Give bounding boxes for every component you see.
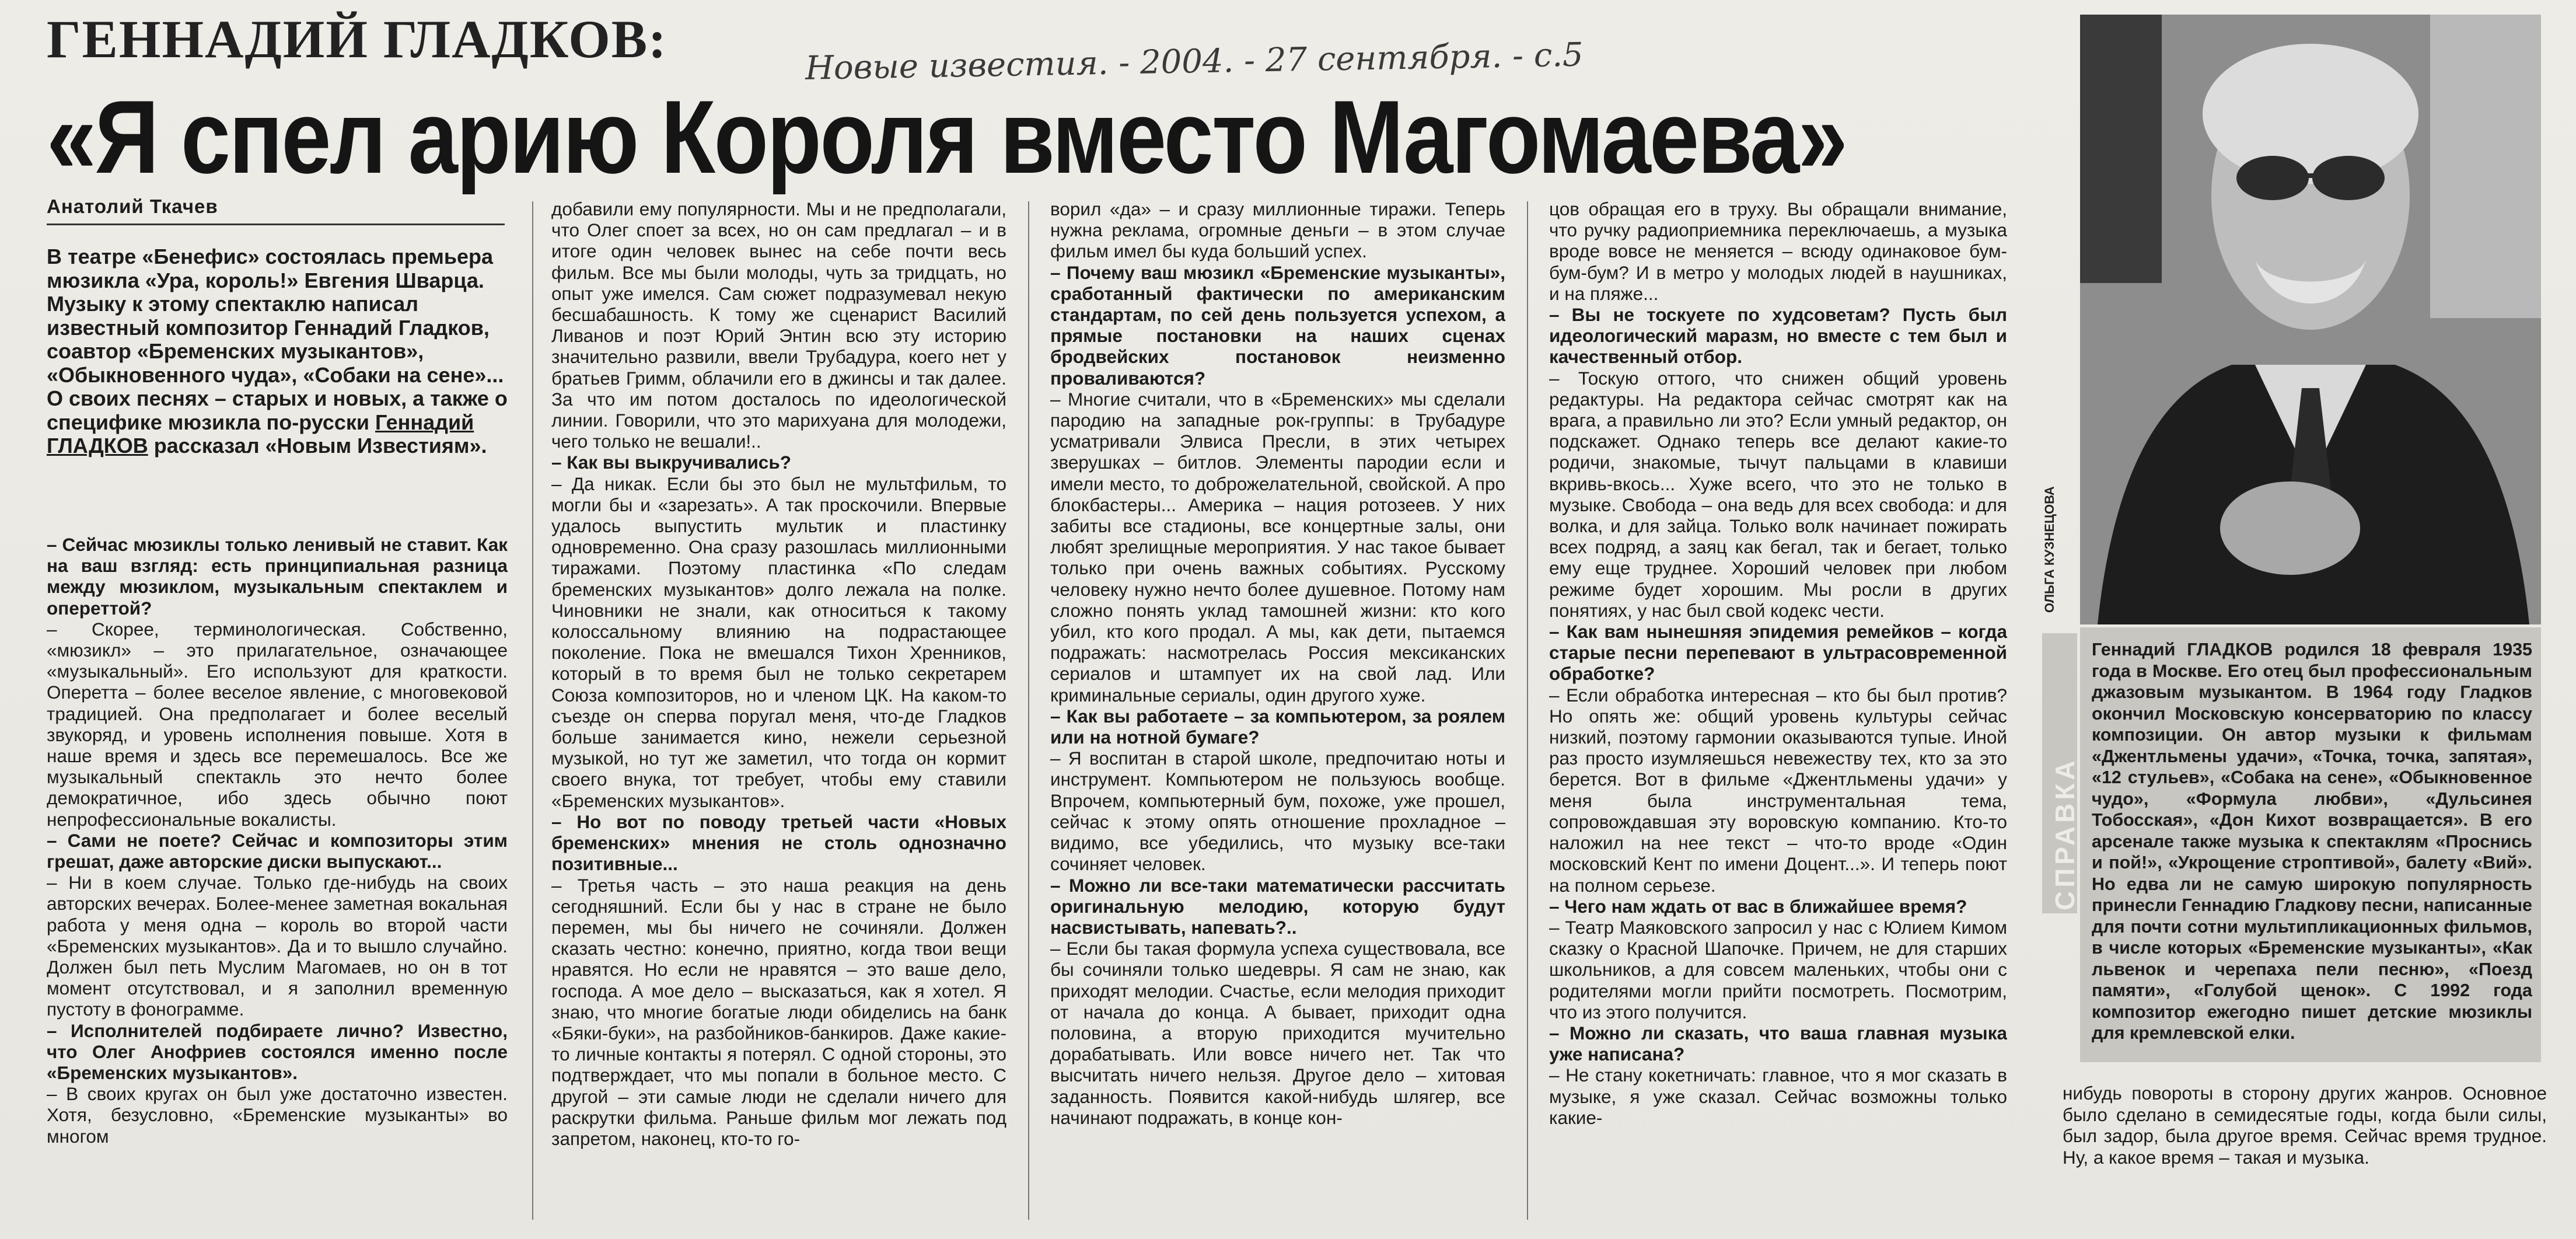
answer-paragraph: – Я воспитан в старой школе, предпочитаю ноты и инструмент. Компьютером не пользуюсь вообще. Впрочем, компьютерный бум, похоже, уже прошел, сейчас к этому опять отношение прохладное – видимо, все убедились, что музыку все-таки сочиняет человек. <box>1050 748 1505 875</box>
answer-paragraph: цов обращая его в труху. Вы обращали внимание, что ручку радиоприемника переключаешь, а музыка вроде вовсе не меняется – всюду одинаковое бум-бум-бум? И в метро у молодых людей в наушниках, и на пляже... <box>1549 198 2007 304</box>
column-3 <box>1050 198 1505 1220</box>
question: – Чего нам ждать от вас в ближайшее время? <box>1549 895 1967 917</box>
answer-paragraph: – Театр Маяковского запросил у нас с Юлием Кимом сказку о Красной Шапочке. Причем, не для старших школьников, а для совсем маленьких, чтобы они с родителями могли прийти посмотреть. Посмотрим, что из этого получится. <box>1549 916 2007 1022</box>
question: – Можно ли сказать, что ваша главная музыка уже написана? <box>1549 1022 2007 1065</box>
answer-paragraph: – В своих кругах он был уже достаточно известен. Хотя, безусловно, «Бременские музыканты» во многом <box>47 1083 508 1147</box>
question: – Как вы работаете – за компьютером, за роялем или на нотной бумаге? <box>1050 705 1505 748</box>
column-rule <box>532 201 533 1220</box>
photo-credit <box>2042 589 2057 613</box>
question: – Как вам нынешняя эпидемия ремейков – когда старые песни перепевают в ультрасовременной обработке? <box>1549 621 2007 685</box>
reference-label: СПРАВКА <box>2050 757 2080 910</box>
column-rule <box>1028 201 1029 1220</box>
lead-paragraph <box>47 245 508 458</box>
question: – Вы не тоскуете по худсоветам? Пусть был идеологический маразм, но вместе с тем был и качественный отбор. <box>1549 304 2007 368</box>
question: – Можно ли все-таки математически рассчитать оригинальную мелодию, которую будут насвистывать, напевать?.. <box>1050 874 1505 938</box>
question: – Но вот по поводу третьей части «Новых бременских» мнения не столь однозначно позитивные... <box>551 811 1006 875</box>
lead-text-2: рассказал «Новым Известиям». <box>148 434 487 458</box>
question: – Сами не поете? Сейчас и композиторы этим грешат, даже авторские диски выпускают... <box>47 829 508 872</box>
portrait-illustration <box>2080 15 2541 624</box>
answer-paragraph: – Ни в коем случае. Только где-нибудь на своих авторских вечерах. Более-менее заметная вокальная работа у меня одна – король во второй части «Бременских музыкантов». Да и то вышло случайно. Должен был петь Муслим Магомаев, но он в тот момент отсутствовал, и я заполнил временную пустоту в фонограмме. <box>47 872 508 1020</box>
answer-paragraph: – Да никак. Если бы это был не мультфильм, то могли бы и «зарезать». А так проскочили. Впервые удалось выпустить мультик и пластинку одновременно. Она сразу разошлась миллионными тиражами. Поэтому пластинка «По следам бременских музыкантов» долго лежала на полке. Чиновники не знали, как относиться к такому колоссальному влиянию на подрастающее поколение. Пока не вмешался Тихон Хренников, который в то время был не только секретарем Союза композиторов, но и членом ЦК. На каком-то съезде он сперва поругал меня, что-де Гладков больше занимается кино, нежели серьезной музыкой, но тут же заметил, что тогда он кормит своего внука, тот требует, чтобы ему ставили «Бременских музыкантов». <box>551 473 1006 811</box>
lead-text-1: В театре «Бенефис» состоялась премьера мюзикла «Ура, король!» Евгения Шварца. Музыку к этому спектаклю написал известный композитор Геннадий Гладков, соавтор «Бременских музыкантов», «Обыкновенного чуда», «Собаки на сене»... О своих песнях – старых и новых, а также о специфике мюзикла по-русски <box>47 245 508 434</box>
answer-paragraph: – Тоскую оттого, что снижен общий уровень редактуры. На редактора сейчас смотрят как на врага, а правильно ли это? Если умный редактор, он подскажет. Однако теперь все делают какие-то родичи, знакомые, тычут пальцами в клавиши вкривь-вкось... Хуже всего, что это не только в музыке. Свобода – она ведь для всех свобода: и для волка, и для зайца. Только волк начинает пожирать всех подряд, а заяц как бегал, так и бегает, только ему еще труднее. Хороший человек при любом режиме будет хорошим. Мы росли в других понятиях, у нас был свой кодекс чести. <box>1549 367 2007 621</box>
reference-text: Геннадий ГЛАДКОВ родился 18 февраля 1935 года в Москве. Его отец был профессиональным джазовым музыкантом. В 1964 году Гладков окончил Московскую консерваторию по классу композиции. Он автор музыки к фильмам «Джентльмены удачи», «Точка, точка, запятая», «12 стульев», «Собака на сене», «Обыкновенное чудо», «Формула любви», «Дульсинея Тобосская», «Дон Кихот возвращается». В его арсенале также музыка к спектаклям «Проснись и пой!», «Укрощение строптивой», балету «Вий». Но едва ли не самую широкую популярность принесли Геннадию Гладкову песни, написанные для почти сотни мультипликационных фильмов, в числе которых «Бременские музыканты», «Как львенок и черепаха пели песню», «Поезд памяти», «Голубой щенок». С 1992 года композитор ежегодно пишет детские мюзиклы для кремлевской елки. <box>2092 640 2532 1043</box>
answer-paragraph: – Третья часть – это наша реакция на день сегодняшний. Если бы у нас в стране не было перемен, мы бы ничего не сочиняли. Должен сказать честно: конечно, приятно, когда твои вещи нравятся. Но если не нравятся – это ваше дело, господа. А мое дело – высказаться, как я хотел. Я знаю, что многие богатые люди обиделись на банк «Бяки-буки», на разбойников-банкиров. Даже какие-то личные контакты я потерял. С одной стороны, это подтверждает, что мы попали в больное место. С другой – эти самые люди не сделали ничего для раскрутки фильма. Раньше фильм мог лежать под запретом, наконец, кто-то го- <box>551 874 1006 1149</box>
column-2 <box>551 198 1006 1220</box>
answer-paragraph: – Если бы такая формула успеха существовала, все бы сочиняли только шедевры. Я сам не знаю, как приходят мелодии. Счастье, если мелодия приходит от начала до конца. А бывает, приходит одна половина, а вторую приходится мучительно дорабатывать. Или вовсе ничего нет. Так что высчитать ничего нельзя. Другое дело – хитовая заданность. Появится какой-нибудь шлягер, все начинают подражать, в конце кон- <box>1050 938 1505 1128</box>
column-4 <box>1549 198 2007 1220</box>
lead-name: Геннадий ГЛАДКОВ <box>47 410 474 458</box>
byline: Анатолий Ткачев <box>47 196 505 225</box>
answer-paragraph: – Не стану кокетничать: главное, что я мог сказать в музыке, я уже сказал. Сейчас возможны только какие- <box>1549 1065 2007 1128</box>
column-5-tail: нибудь повороты в сторону других жанров. Основное было сделано в семидесятые годы, когда были силы, был задор, была другое время. Сейчас время трудное. Ну, а какое время – такая и музыка. <box>2063 1083 2547 1168</box>
question: – Сейчас мюзиклы только ленивый не ставит. Как на ваш взгляд: есть принципиальная разница между мюзиклом, музыкальным спектаклем и опереттой? <box>47 534 508 619</box>
answer-paragraph: ворил «да» – и сразу миллионные тиражи. Теперь нужна реклама, огромные деньги – в этом случае фильм имел бы куда больший успех. <box>1050 198 1505 262</box>
answer-paragraph: – Скорее, терминологическая. Собственно, «мюзикл» – это прилагательное, означающее «музыкальный». Его используют для краткости. Оперетта – более веселое явление, с многовековой традицией. Она предполагает и более веселый звукоряд, и уровень исполнения повыше. Хотя в наше время и здесь все перемешалось. Все же музыкальный спектакль это нечто более демократичное, ибо здесь обычно поют непрофессиональные вокалисты. <box>47 618 508 830</box>
handwritten-source-note: Новые известия. - 2004. - 27 сентября. - с.5 <box>805 36 1584 88</box>
headline: «Я спел арию Короля вместо Магомаева» <box>47 79 1847 195</box>
answer-paragraph: – Многие считали, что в «Бременских» мы сделали пародию на западные рок-группы: в Трубадуре усматривали Элвиса Пресли, в этих четырех зверушках – битлов. Элементы пародии если и имели место, то доброжелательной, свойской. А про блокбастеры... Америка – нация ротозеев. У них забиты все стадионы, все концертные залы, они любят зрелищные мероприятия. У нас такое бывает только при очень важных событиях. Русскому человеку нужно нечто более душевное. Потому нам сложно понять уклад тамошней жизни: кто кого убил, кто кого продал. А мы, как дети, пытаемся подражать: насмотрелась Россия мексиканских сериалов и штампует их на свой лад. Или криминальные сериалы, один другого хуже. <box>1050 388 1505 706</box>
question: – Как вы выкручивались? <box>551 452 791 473</box>
kicker: ГЕННАДИЙ ГЛАДКОВ: <box>47 9 667 69</box>
answer-paragraph: – Если обработка интересная – кто бы был против? Но опять же: общий уровень культуры сейчас низкий, поэтому гармонии оказываются тупые. Иной раз просто изумляешься невежеству тех, кто за это берется. Вот в фильме «Джентльмены удачи» у меня была инструментальная тема, сопровождавшая эту воровскую компанию. Кто-то наложил на нее текст – что-то вроде «Один московский Кент по имени Доцент...». И теперь поют на полном серьезе. <box>1549 684 2007 896</box>
portrait-photo <box>2080 15 2541 624</box>
question: – Исполнителей подбираете лично? Известно, что Олег Анофриев состоялся именно после «Бременских музыкантов». <box>47 1020 508 1084</box>
question: – Почему ваш мюзикл «Бременские музыканты», сработанный фактически по американским стандартам, по сей день пользуется успехом, а прямые постановки на наших сценах бродвейских постановок неизменно проваливаются? <box>1050 261 1505 389</box>
column-1 <box>47 534 508 1214</box>
column-rule <box>1527 201 1528 1220</box>
answer-paragraph: добавили ему популярности. Мы и не предполагали, что Олег споет за всех, но он сам предлагал – и в итоге один человек вынес на себе почти весь фильм. Все мы были молоды, чуть за тридцать, но опыт уже имелся. Сам сюжет подразумевал некую бесшабашность. К тому же сценарист Василий Ливанов и поэт Юрий Энтин всю эту историю значительно развили, ввели Трубадура, коего нет у братьев Гримм, облачили его в джинсы и так далее. За что им потом досталось по идеологической линии. Говорили, что это марихуана для молодежи, чего только не вешали!.. <box>551 198 1006 452</box>
